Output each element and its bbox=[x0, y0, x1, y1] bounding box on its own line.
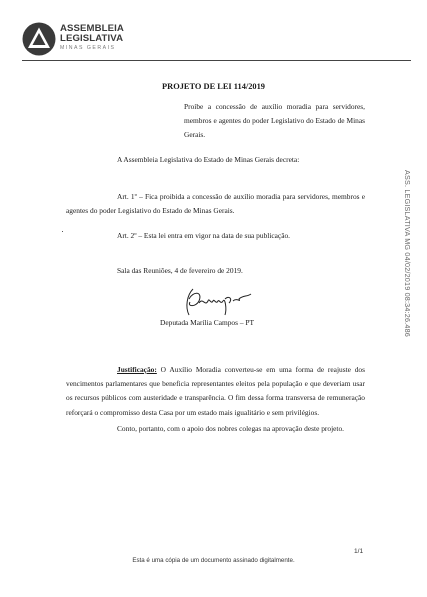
place-date: Sala das Reuniões, 4 de fevereiro de 2019. bbox=[117, 266, 243, 275]
triangle-in-circle-logo-icon bbox=[22, 22, 56, 56]
stray-mark bbox=[62, 231, 63, 232]
justification-text: O Auxílio Moradia converteu-se em uma forma de reajuste dos vencimentos parlamentares que beneficia representantes eleitos pela população e que deveriam usar os recursos públicos com austeridade e transparência. O fim dessa forma transversa de remuneração reforçará o compromisso desta Casa por um estado mais igualitário e sem privilégios. bbox=[66, 365, 365, 417]
page-number: 1/1 bbox=[354, 548, 364, 555]
justification-label: Justificação: bbox=[117, 365, 157, 374]
article-1: Art. 1º – Fica proibida a concessão de auxílio moradia para servidores, membros e agentes do poder Legislativo do Estado de Minas Gerais. bbox=[66, 192, 365, 216]
article-2: Art. 2º – Esta lei entra em vigor na data de sua publicação. bbox=[117, 231, 291, 240]
document-title: PROJETO DE LEI 114/2019 bbox=[162, 82, 265, 91]
handwritten-signature bbox=[183, 285, 255, 319]
decree-paragraph: A Assembleia Legislativa do Estado de Minas Gerais decreta: bbox=[117, 155, 300, 164]
side-stamp: ASS. LEGISLATIVA MG 04/02/2019 08:34:26.486 bbox=[403, 170, 412, 337]
justification bbox=[66, 363, 365, 420]
brand-line-1: ASSEMBLEIA bbox=[60, 23, 124, 34]
brand-name bbox=[60, 24, 124, 52]
ementa: Proíbe a concessão de auxílio moradia para servidores, membros e agentes do poder Legislativo do Estado de Minas Gerais. bbox=[184, 102, 365, 139]
header-divider bbox=[22, 60, 411, 61]
brand-line-3: MINAS GERAIS bbox=[60, 45, 116, 51]
closing-paragraph: Conto, portanto, com o apoio dos nobres colegas na aprovação deste projeto. bbox=[117, 424, 344, 433]
brand-line-2: LEGISLATIVA bbox=[60, 33, 124, 44]
footer-note: Esta é uma cópia de um documento assinado digitalmente. bbox=[132, 557, 295, 564]
signer-name: Deputada Marília Campos – PT bbox=[160, 318, 255, 327]
